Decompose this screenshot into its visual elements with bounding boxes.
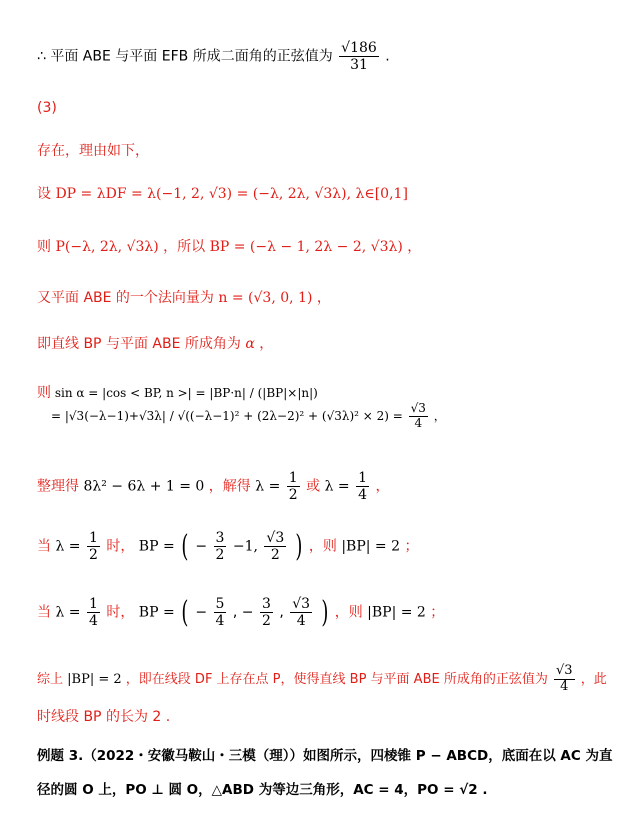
exist-line (37, 140, 149, 160)
sin-line (37, 382, 446, 431)
case2-comp1-num: 5 (215, 596, 225, 612)
set-equation: DP = λDF = λ(−1, 2, √3) = (−λ, 2λ, √3λ), λ∈[0,1] (55, 186, 408, 202)
case2-tail: ； (430, 604, 445, 621)
example3-text-2: 径的圆 O 上，PO ⊥ 圆 O，△ABD 为等边三角形，AC = 4，PO = √2 . (37, 782, 488, 798)
quadratic-eq: 8λ² − 6λ + 1 = 0 (83, 478, 205, 495)
summary-tail: ，此 (580, 671, 607, 687)
case1-prefix: 当 (37, 538, 51, 555)
case1-rparen: ) (295, 528, 303, 564)
case2-lparen: ( (181, 594, 189, 630)
case1-comp1 (214, 530, 227, 563)
case1-lambda: λ = (55, 538, 81, 555)
case2-comp3-num: √3 (292, 596, 311, 612)
conclusion-tail: . (385, 48, 390, 65)
summary-den: 4 (560, 678, 569, 694)
case1-tail: ； (404, 538, 419, 555)
sin-prefix: 则 (37, 385, 51, 401)
case2-bp: BP = (138, 604, 175, 621)
sin-result-num: √3 (410, 401, 426, 415)
lambda-frac-2-den: 4 (358, 487, 368, 504)
summary-length: |BP| = 2 (67, 671, 122, 687)
simplify-tail: ， (375, 478, 390, 495)
point-p-coords: P(−λ, 2λ, √3λ) (55, 239, 159, 255)
summary-line-2 (37, 706, 170, 726)
example3-text-1: 例题 3.（2022・安徽马鞍山・三模（理））如图所示，四棱锥 P − ABCD，底面在以 AC 为直 (37, 748, 613, 764)
lambda-eq-1: λ = (255, 478, 281, 495)
conclusion-text: ∴ 平面 ABE 与平面 EFB 所成二面角的正弦值为 (37, 48, 333, 65)
normal-line (37, 287, 331, 307)
simplify-line (37, 470, 389, 503)
case2-lambda-den: 4 (88, 613, 98, 630)
lambda-eq-2: λ = (324, 478, 350, 495)
case2-comp2-den: 2 (261, 613, 271, 630)
case1-comp3 (264, 530, 286, 563)
case1-line: 当 λ = $\frac{1}{2}$ 时， BP = ( − $\frac{3}{2}$ −1, $\frac{√3}{2}$ ) ，则 |BP| = 2 ； (37, 528, 419, 564)
case2-then: ，则 (334, 604, 363, 621)
bp-vector-expr: BP = (−λ − 1, 2λ − 2, √3λ) (209, 239, 403, 255)
sin-result-fraction (409, 402, 428, 431)
case2-lambda-num: 1 (88, 596, 98, 612)
case1-then: ，则 (308, 538, 337, 555)
lambda-frac-1-den: 2 (288, 487, 298, 504)
exist-text: 存在，理由如下， (37, 143, 149, 159)
simplify-prefix: 整理得 (37, 478, 79, 495)
conclusion-numerator: √186 (341, 40, 377, 56)
sin-dot-fraction: |BP·n| / (|BP|×|n|) (209, 386, 318, 400)
case1-lparen: ( (181, 528, 189, 564)
case1-comp2: −1, (232, 538, 258, 555)
angle-tail: ， (259, 336, 274, 352)
set-prefix: 设 (37, 186, 51, 202)
case2-line: 当 λ = $\frac{1}{4}$ 时， BP = ( − $\frac{5}{4}$ , − $\frac{3}{2}$ , $\frac{√3}{4}$ ) ，则 |BP| = 2 ； (37, 594, 445, 630)
sin-expanded: = |√3(−λ−1)+√3λ| / √((−λ−1)² + (2λ−2)² + (√3λ)² × 2) = (51, 408, 403, 423)
case1-lambda-frac (87, 530, 100, 563)
summary-line (37, 664, 607, 695)
case2-prefix: 当 (37, 604, 51, 621)
set-line (37, 183, 408, 203)
sin-tail: ， (433, 408, 446, 423)
lambda-frac-2 (356, 470, 369, 503)
case1-comp3-den: 2 (270, 547, 280, 564)
example3-line-2 (37, 778, 487, 798)
normal-vector: n = (√3, 0, 1) (218, 290, 313, 306)
case1-lambda-den: 2 (88, 547, 98, 564)
lambda-frac-1 (287, 470, 300, 503)
case2-lambda-frac (87, 596, 100, 629)
angle-text: 即直线 BP 与平面 ABE 所成角为 (37, 336, 241, 352)
summary-fraction (554, 664, 575, 695)
case2-length: |BP| = 2 (367, 604, 426, 621)
point-p-line (37, 236, 421, 256)
case2-comp3-den: 4 (296, 613, 306, 630)
case2-comp2 (260, 596, 273, 629)
lambda-frac-1-num: 1 (288, 470, 298, 486)
case2-when: 时， (106, 604, 135, 621)
case2-comp3 (290, 596, 312, 629)
case1-comp1-den: 2 (215, 547, 225, 564)
sin-result-den: 4 (414, 415, 423, 430)
summary-text: ，即在线段 DF 上存在点 P，使得直线 BP 与平面 ABE 所成角的正弦值为 (125, 671, 548, 687)
case2-comp1 (214, 596, 227, 629)
so-text: ，所以 (163, 239, 206, 255)
summary-prefix: 综上 (37, 671, 64, 687)
or-text: 或 (306, 478, 321, 495)
then-prefix: 则 (37, 239, 51, 255)
case1-bp: BP = (138, 538, 175, 555)
lambda-frac-2-num: 1 (358, 470, 368, 486)
conclusion-denominator: 31 (350, 57, 368, 74)
normal-tail: ， (316, 290, 331, 306)
case1-comp3-num: √3 (266, 530, 285, 546)
case2-rparen: ) (320, 594, 328, 630)
example3-line-1 (37, 744, 612, 764)
summary-line2-text: 时线段 BP 的长为 2 . (37, 709, 171, 725)
part3-label (37, 100, 57, 116)
case2-lambda: λ = (55, 604, 81, 621)
summary-num: √3 (555, 663, 573, 678)
case2-comp2-num: 3 (261, 596, 271, 612)
angle-line (37, 333, 273, 353)
conclusion-fraction (339, 40, 379, 73)
part3-label-text: (3) (37, 100, 57, 116)
alpha-symbol: α (245, 336, 255, 352)
case1-when: 时， (106, 538, 135, 555)
case1-length: |BP| = 2 (341, 538, 401, 555)
conclusion-line (37, 40, 390, 73)
case2-comp1-den: 4 (215, 613, 225, 630)
point-p-tail: ， (407, 239, 422, 255)
solve-text: ，解得 (208, 478, 251, 495)
sin-cos-expr: sin α = |cos < BP, n >| = (54, 386, 206, 400)
case1-comp1-num: 3 (215, 530, 225, 546)
normal-text: 又平面 ABE 的一个法向量为 (37, 290, 214, 306)
case1-lambda-num: 1 (88, 530, 98, 546)
